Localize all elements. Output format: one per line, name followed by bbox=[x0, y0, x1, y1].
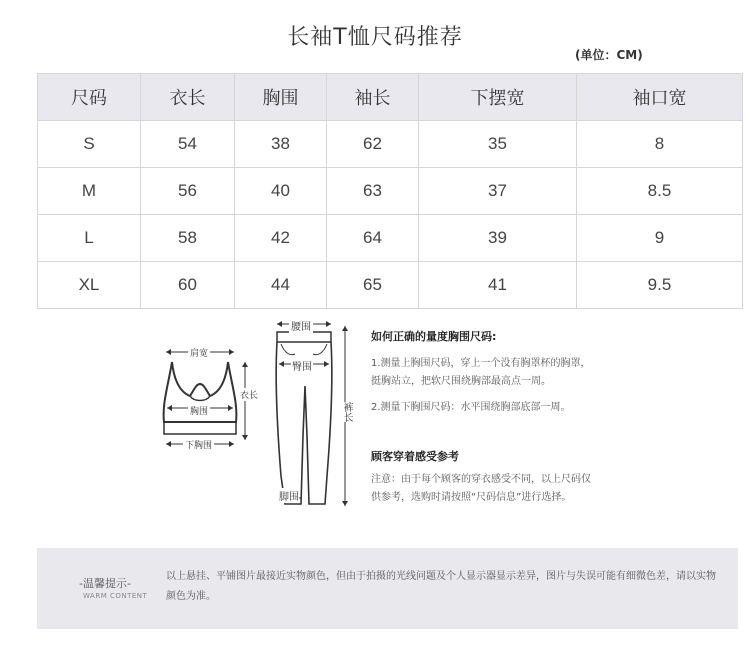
page-title: 长袖T恤尺码推荐 bbox=[287, 25, 463, 50]
table-cell: 40 bbox=[235, 168, 327, 215]
table-cell: 64 bbox=[327, 215, 419, 262]
under-bust-label: 下胸围 bbox=[183, 438, 214, 451]
table-cell: 39 bbox=[419, 215, 577, 262]
header-cell-sleeve: 袖长 bbox=[327, 74, 419, 121]
table-cell: 42 bbox=[235, 215, 327, 262]
table-cell: 9 bbox=[577, 215, 743, 262]
table-cell: XL bbox=[38, 262, 141, 309]
header-cell-bust: 胸围 bbox=[235, 74, 327, 121]
table-cell: 63 bbox=[327, 168, 419, 215]
table-cell: 65 bbox=[327, 262, 419, 309]
table-cell: 60 bbox=[141, 262, 235, 309]
pants-length-label: 裤长 bbox=[341, 402, 352, 422]
table-cell: 9.5 bbox=[577, 262, 743, 309]
table-cell: 44 bbox=[235, 262, 327, 309]
table-cell: S bbox=[38, 121, 141, 168]
pants-measurement-diagram bbox=[265, 316, 365, 516]
notes-item-2: 2.测量下胸围尺码：水平围绕胸部底部一周。 bbox=[371, 402, 571, 413]
notes-feel-line-1: 注意：由于每个顾客的穿衣感受不同，以上尺码仅 bbox=[371, 474, 591, 485]
table-cell: 35 bbox=[419, 121, 577, 168]
warm-tips-box bbox=[37, 548, 738, 629]
table-cell: 37 bbox=[419, 168, 577, 215]
leg-opening-label: 脚围 bbox=[279, 488, 299, 503]
table-row bbox=[38, 121, 743, 168]
hip-label: 臀围 bbox=[291, 358, 313, 373]
bra-measurement-diagram bbox=[150, 340, 270, 460]
table-cell: 41 bbox=[419, 262, 577, 309]
waist-label: 腰围 bbox=[289, 318, 313, 333]
shoulder-width-label: 肩宽 bbox=[188, 346, 210, 359]
notes-item-1-line-1: 1.测量上胸围尺码，穿上一个没有胸罩杯的胸罩， bbox=[371, 358, 591, 369]
notes-heading-feel: 顾客穿着感受参考 bbox=[371, 450, 459, 463]
table-cell: 8.5 bbox=[577, 168, 743, 215]
table-header-row bbox=[38, 74, 743, 121]
notes-heading-bust: 如何正确的量度胸围尺码: bbox=[371, 330, 497, 343]
header-cell-cuff: 袖口宽 bbox=[577, 74, 743, 121]
warm-tips-title: -温馨提示- bbox=[79, 577, 131, 590]
warm-tips-subtitle: WARM CONTENT bbox=[83, 592, 148, 600]
table-cell: 54 bbox=[141, 121, 235, 168]
table-cell: L bbox=[38, 215, 141, 262]
table-cell: 8 bbox=[577, 121, 743, 168]
warm-tips-text: 以上悬挂、平铺图片最接近实物颜色，但由于拍摄的光线问题及个人显示器显示差异，图片与失误可能有细微色差，请以实物颜色为准。 bbox=[166, 571, 716, 602]
table-row bbox=[38, 168, 743, 215]
bust-label: 胸围 bbox=[188, 404, 210, 417]
header-cell-length: 衣长 bbox=[141, 74, 235, 121]
table-cell: 58 bbox=[141, 215, 235, 262]
table-row bbox=[38, 262, 743, 309]
size-table bbox=[37, 73, 743, 309]
notes-feel-line-2: 供参考，选购时请按照“尺码信息”进行选择。 bbox=[371, 492, 572, 503]
table-cell: 38 bbox=[235, 121, 327, 168]
table-row bbox=[38, 215, 743, 262]
header-cell-size: 尺码 bbox=[38, 74, 141, 121]
header-cell-hem: 下摆宽 bbox=[419, 74, 577, 121]
table-cell: M bbox=[38, 168, 141, 215]
table-cell: 56 bbox=[141, 168, 235, 215]
table-cell: 62 bbox=[327, 121, 419, 168]
notes-item-1-line-2: 挺胸站立，把软尺围绕胸部最高点一周。 bbox=[371, 376, 551, 387]
length-label: 衣长 bbox=[240, 388, 258, 401]
unit-label: (单位：CM) bbox=[575, 48, 643, 62]
